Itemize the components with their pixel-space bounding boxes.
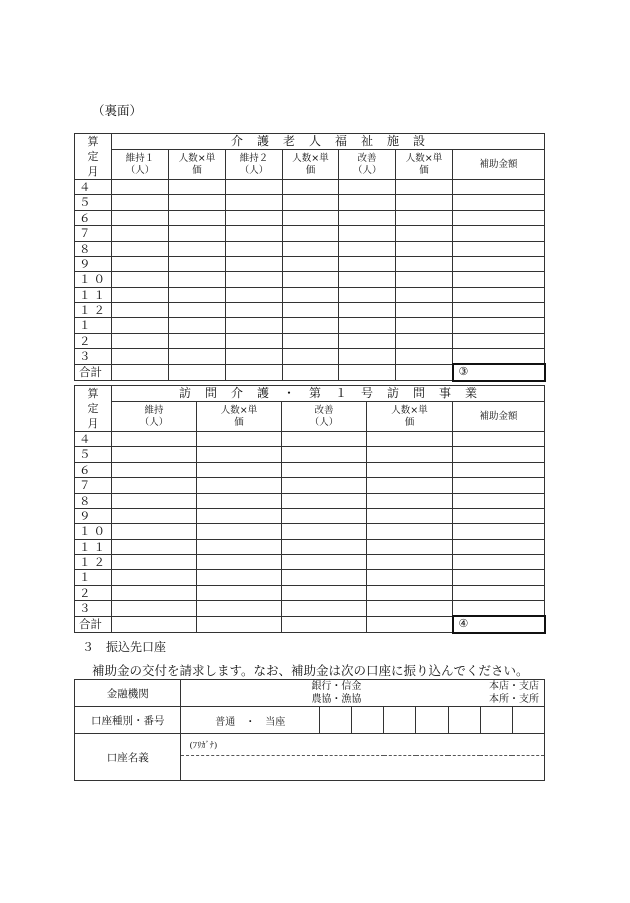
table-row (75, 287, 545, 302)
month-cell: ７ (75, 226, 112, 241)
table-row (75, 539, 545, 554)
month-cell: ７ (75, 478, 112, 493)
account-digit[interactable] (448, 707, 480, 734)
page-side-label: （裏面） (92, 103, 143, 118)
santei-label: 算定月 (87, 387, 99, 430)
month-cell: ６ (75, 210, 112, 225)
table-row (75, 226, 545, 241)
month-cell: ９ (75, 256, 112, 271)
furigana-field[interactable] (181, 734, 545, 756)
santei-month-header (75, 386, 112, 432)
branch-types-2: 本所・支所 (489, 694, 539, 705)
month-cell: １１ (75, 287, 112, 302)
month-cell: ９ (75, 508, 112, 523)
table-row (75, 570, 545, 585)
col-improve-header: 改善（人） (282, 402, 367, 432)
table-row (75, 180, 545, 195)
table-row (75, 318, 545, 333)
table-row (75, 524, 545, 539)
col-people-price-header: 人数×単価 (197, 402, 282, 432)
table-row (75, 333, 545, 348)
holder-name-field[interactable] (181, 756, 545, 781)
month-cell: １０ (75, 524, 112, 539)
table-row (75, 349, 545, 364)
month-cell: ３ (75, 349, 112, 364)
month-cell: １０ (75, 272, 112, 287)
total-label: 合計 (75, 364, 112, 381)
col-improve-header: 改善（人） (339, 150, 396, 180)
institution-label: 金融機関 (75, 680, 181, 707)
table-row (75, 210, 545, 225)
table-row (75, 585, 545, 600)
bank-account-table (74, 679, 545, 781)
month-cell: ２ (75, 585, 112, 600)
month-cell: ２ (75, 333, 112, 348)
table-row (75, 432, 545, 447)
table-title: 介護老人福祉施設 (112, 134, 545, 150)
table-row (75, 272, 545, 287)
account-digit[interactable] (416, 707, 448, 734)
santei-label: 算定月 (87, 135, 99, 178)
table-row (75, 241, 545, 256)
month-cell: １１ (75, 539, 112, 554)
bank-types-2: 農協・漁協 (311, 694, 362, 705)
table-title: 訪問介護・第１号訪問事業 (112, 386, 545, 402)
table-row (75, 195, 545, 210)
facility-subsidy-table (74, 133, 546, 382)
section3-title: ３ 振込先口座 (82, 640, 167, 654)
month-cell: ８ (75, 241, 112, 256)
account-label: 口座種別・番号 (75, 707, 181, 734)
bank-types-1: 銀行・信金 (311, 681, 362, 692)
table-row (75, 256, 545, 271)
furigana-label: (ﾌﾘｶﾞﾅ) (189, 740, 218, 751)
month-cell: ３ (75, 601, 112, 616)
col-maintain2-header: 維持２（人） (226, 150, 283, 180)
home-care-subsidy-table (74, 385, 546, 634)
santei-month-header (75, 134, 112, 180)
branch-types-1: 本店・支店 (489, 681, 539, 692)
table-row (75, 555, 545, 570)
col-people-price-header: 人数×単価 (367, 402, 453, 432)
col-maintain-header: 維持（人） (112, 402, 197, 432)
account-digit[interactable] (384, 707, 416, 734)
month-cell: ５ (75, 195, 112, 210)
col-people-price-header: 人数×単価 (283, 150, 339, 180)
subsidy-total-box[interactable]: ③ (453, 364, 545, 381)
total-row (75, 364, 545, 381)
account-digit[interactable] (512, 707, 544, 734)
holder-label: 口座名義 (75, 734, 181, 781)
account-type-field[interactable]: 普通 ・ 当座 (181, 707, 320, 734)
account-digit[interactable] (352, 707, 384, 734)
table-row (75, 508, 545, 523)
table-row (75, 462, 545, 477)
month-cell: ４ (75, 432, 112, 447)
col-subsidy-header: 補助金額 (453, 150, 545, 180)
month-cell: ８ (75, 493, 112, 508)
table-row (75, 601, 545, 616)
table-row (75, 493, 545, 508)
account-digit[interactable] (480, 707, 512, 734)
month-cell: １２ (75, 303, 112, 318)
institution-field[interactable] (181, 680, 545, 707)
month-cell: １２ (75, 555, 112, 570)
total-label: 合計 (75, 616, 112, 633)
table-row (75, 447, 545, 462)
month-cell: ４ (75, 180, 112, 195)
col-subsidy-header: 補助金額 (453, 402, 545, 432)
table-row (75, 478, 545, 493)
col-people-price-header: 人数×単価 (169, 150, 226, 180)
request-note: 補助金の交付を請求します。なお、補助金は次の口座に振り込んでください。 (92, 663, 529, 678)
subsidy-total-box[interactable]: ④ (453, 616, 545, 633)
month-cell: １ (75, 318, 112, 333)
table-row (75, 303, 545, 318)
month-cell: １ (75, 570, 112, 585)
account-digit[interactable] (320, 707, 352, 734)
month-cell: ５ (75, 447, 112, 462)
total-row (75, 616, 545, 633)
col-maintain1-header: 維持１（人） (112, 150, 169, 180)
month-cell: ６ (75, 462, 112, 477)
col-people-price-header: 人数×単価 (396, 150, 453, 180)
